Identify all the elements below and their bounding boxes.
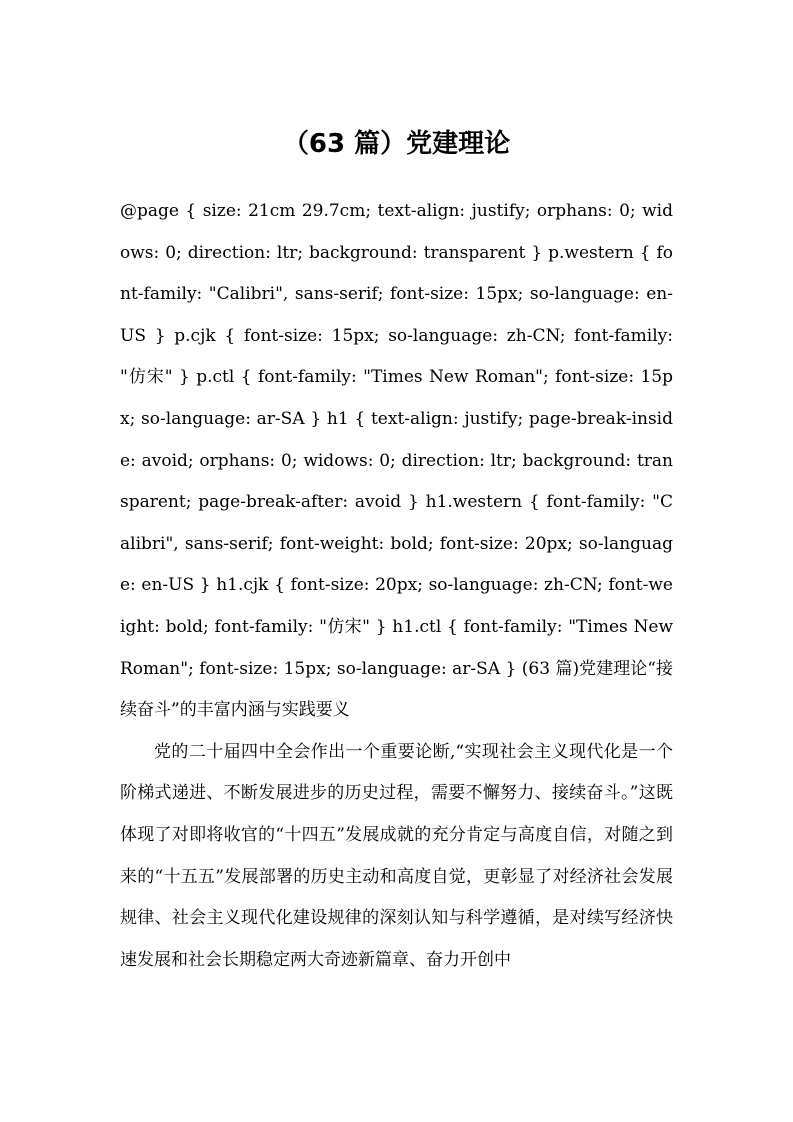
body-paragraph: 党的二十届四中全会作出一个重要论断,“实现社会主义现代化是一个阶梯式递进、不断发展进步的历史过程，需要不懈努力、接续奋斗。”这既体现了对即将收官的“十四五”发展成就的充分肯定与高度自信，对随之到来的“十五五”发展部署的历史主动和高度自觉，更彰显了对经济社会发展规律、社会主义现代化建设规律的深刻认知与科学遵循，是对续写经济快速发展和社会长期稳定两大奇迹新篇章、奋力开创中 (120, 741, 673, 970)
css-source-paragraph: @page { size: 21cm 29.7cm; text-align: justify; orphans: 0; widows: 0; direction: ltr; background: transparent } p.western { font-family: "Calibri", sans-serif; font-size: 15px; so-language: en-US } p.cjk { font-size: 15px; so-language: zh-CN; font-family: "仿宋" } p.ctl { font-family: "Times New Roman"; font-size: 15px; so-language: ar-SA } h1 { text-align: justify; page-break-inside: avoid; orphans: 0; widows: 0; direction: ltr; background: transparent; page-break-after: avoid } h1.western { font-family: "Calibri", sans-serif; font-weight: bold; font-size: 20px; so-language: en-US } h1.cjk { font-size: 20px; so-language: zh-CN; font-weight: bold; font-family: "仿宋" } h1.ctl { font-family: "Times New Roman"; font-size: 15px; so-language: ar-SA } (63 篇)党建理论“接续奋斗”的丰富内涵与实践要义 (120, 201, 673, 721)
document-body (120, 191, 673, 981)
page-title: （63 篇）党建理论 (282, 129, 511, 159)
